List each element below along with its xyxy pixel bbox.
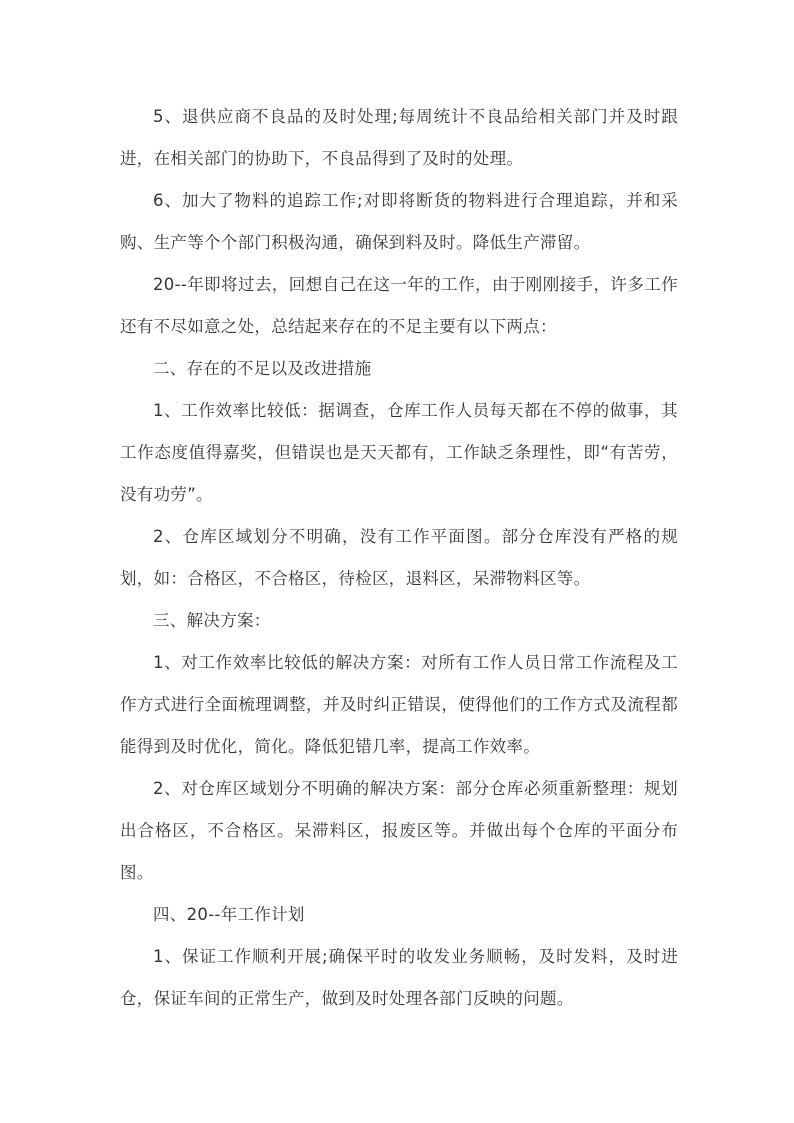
paragraph-area-solution: 2、对仓库区域划分不明确的解决方案：部分仓库必须重新整理：规划出合格区，不合格区。呆滞料区，报废区等。并做出每个仓库的平面分布图。 bbox=[120, 779, 678, 882]
paragraph-returns-handling: 5、退供应商不良品的及时处理;每周统计不良品给相关部门并及时跟进，在相关部门的协助下，不良品得到了及时的处理。 bbox=[120, 107, 678, 168]
paragraph-low-efficiency: 1、工作效率比较低：据调查，仓库工作人员每天都在不停的做事，其工作态度值得嘉奖，但错误也是天天都有，工作缺乏条理性，即“有苦劳，没有功劳”。 bbox=[120, 401, 678, 504]
section-heading-shortcomings: 二、存在的不足以及改进措施 bbox=[153, 359, 372, 378]
section-heading-solutions: 三、解决方案： bbox=[153, 611, 271, 630]
paragraph-material-tracking: 6、加大了物料的追踪工作;对即将断货的物料进行合理追踪，并和采购、生产等个个部门积极沟通，确保到料及时。降低生产滞留。 bbox=[120, 191, 678, 252]
section-heading-work-plan: 四、20--年工作计划 bbox=[153, 905, 305, 924]
paragraph-area-division: 2、仓库区域划分不明确，没有工作平面图。部分仓库没有严格的规划，如：合格区，不合格区，待检区，退料区，呆滞物料区等。 bbox=[120, 527, 678, 588]
document-body bbox=[120, 96, 678, 1020]
paragraph-smooth-operation: 1、保证工作顺利开展;确保平时的收发业务顺畅，及时发料，及时进仓，保证车间的正常生产，做到及时处理各部门反映的问题。 bbox=[120, 947, 678, 1008]
paragraph-year-review: 20--年即将过去，回想自己在这一年的工作，由于刚刚接手，许多工作还有不尽如意之处，总结起来存在的不足主要有以下两点： bbox=[120, 275, 678, 336]
paragraph-efficiency-solution: 1、对工作效率比较低的解决方案：对所有工作人员日常工作流程及工作方式进行全面梳理调整，并及时纠正错误，使得他们的工作方式及流程都能得到及时优化，简化。降低犯错几率，提高工作效率。 bbox=[120, 653, 678, 756]
